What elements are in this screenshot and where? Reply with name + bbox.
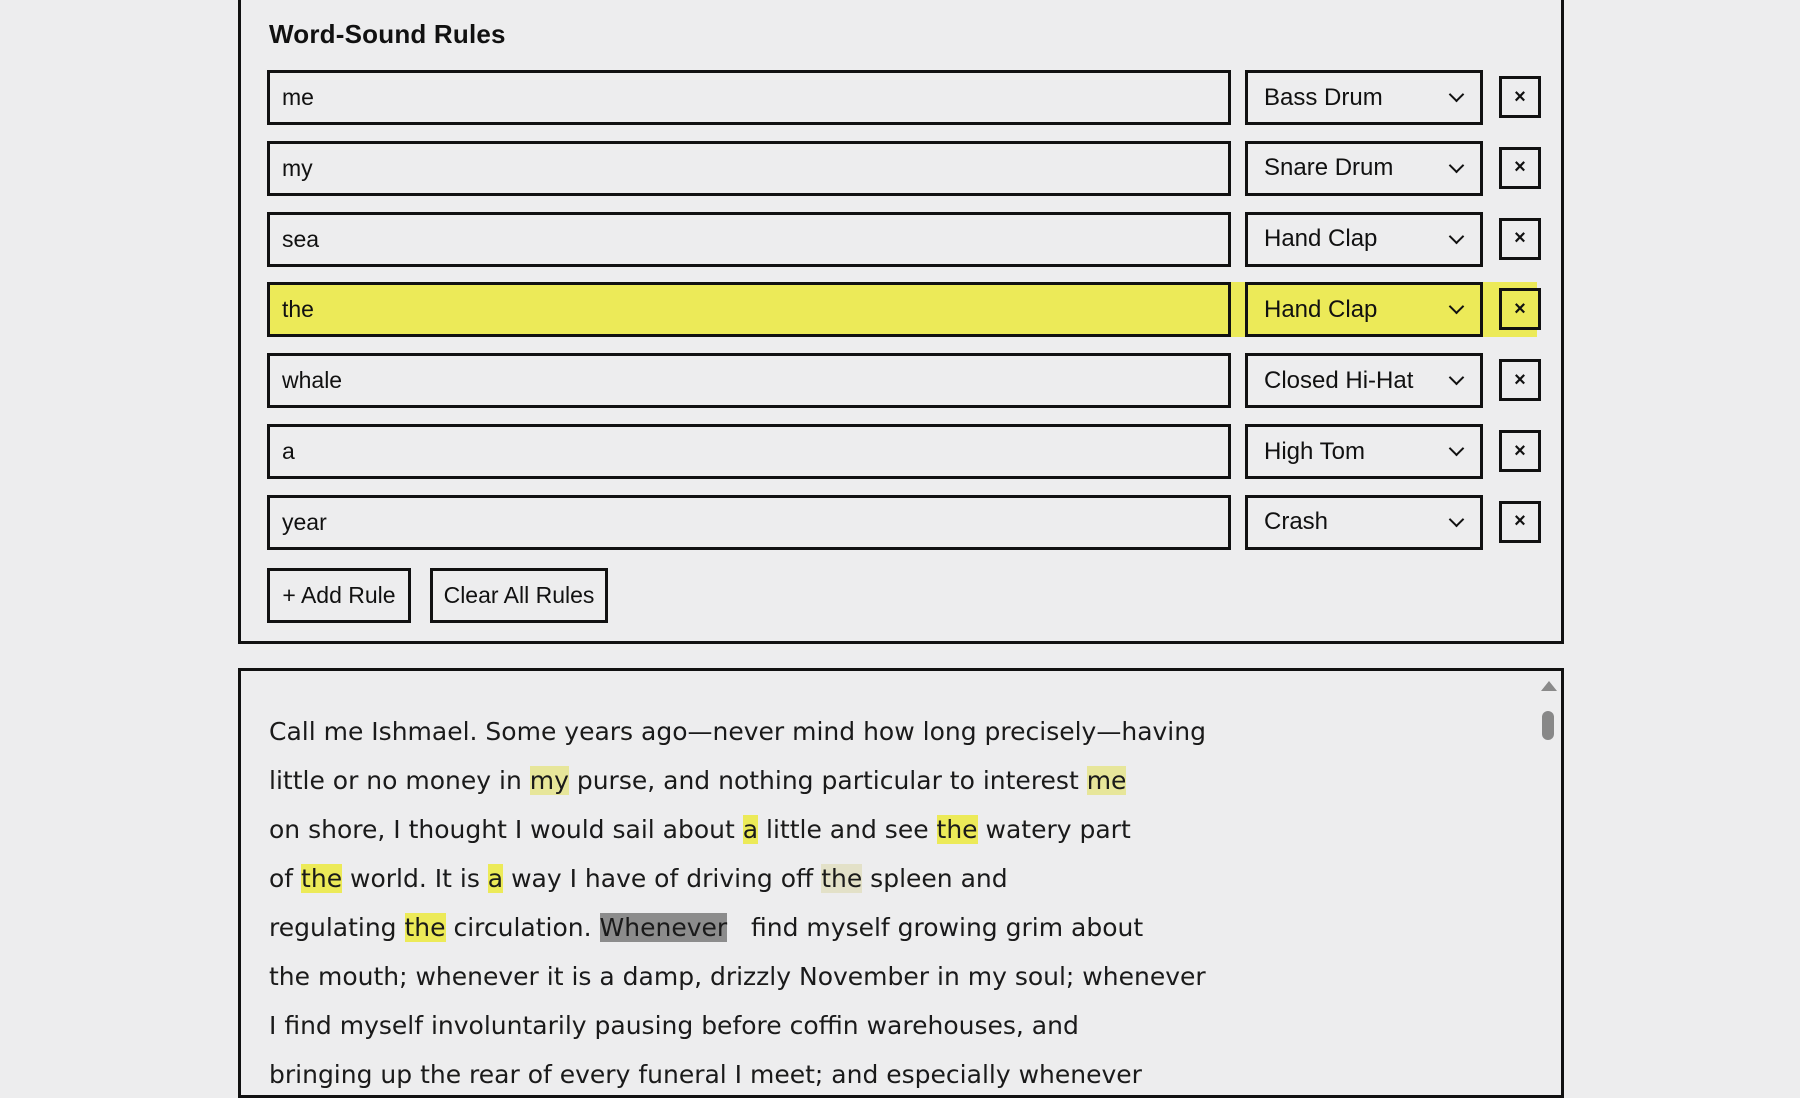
- rule-sound-select[interactable]: [1245, 282, 1483, 337]
- current-word: Whenever: [599, 913, 728, 942]
- scrollbar[interactable]: [1539, 675, 1557, 1095]
- remove-rule-button[interactable]: [1499, 501, 1541, 543]
- rule-word-input[interactable]: [267, 70, 1231, 125]
- text-segment: I find myself involuntarily pausing before coffin warehouses, and: [269, 1011, 1079, 1040]
- close-icon: ×: [1514, 368, 1526, 391]
- chevron-down-icon: [1449, 158, 1465, 174]
- close-icon: ×: [1514, 227, 1526, 250]
- passage-line: [269, 952, 1369, 1001]
- rule-word-input[interactable]: [267, 212, 1231, 267]
- close-icon: ×: [1514, 439, 1526, 462]
- chevron-down-icon: [1449, 228, 1465, 244]
- rule-sound-select[interactable]: [1245, 353, 1483, 408]
- rule-row: [267, 282, 1537, 337]
- text-segment: purse, and nothing particular to interest: [568, 766, 1087, 795]
- highlighted-word: the: [404, 913, 446, 942]
- rules-title: Word-Sound Rules: [269, 19, 506, 49]
- passage-line: [269, 1050, 1369, 1098]
- chevron-down-icon: [1449, 370, 1465, 386]
- text-segment: way I have of driving off: [503, 864, 822, 893]
- rule-sound-select[interactable]: [1245, 424, 1483, 479]
- text-segment: little and see: [758, 815, 937, 844]
- chevron-down-icon: [1449, 87, 1465, 103]
- chevron-down-icon: [1449, 441, 1465, 457]
- highlighted-word: a: [487, 864, 504, 893]
- passage-line: [269, 1001, 1369, 1050]
- highlighted-word: the: [301, 864, 343, 893]
- close-icon: ×: [1514, 156, 1526, 179]
- rule-sound-label: Crash: [1264, 508, 1329, 536]
- rule-sound-label: Snare Drum: [1264, 154, 1394, 182]
- chevron-down-icon: [1449, 299, 1465, 315]
- text-segment: bringing up the rear of every funeral I meet; and especially whenever: [269, 1060, 1142, 1089]
- rule-word-input[interactable]: [267, 141, 1231, 196]
- rule-sound-select[interactable]: [1245, 70, 1483, 125]
- scroll-thumb[interactable]: [1542, 711, 1554, 740]
- rule-sound-select[interactable]: [1245, 141, 1483, 196]
- rule-sound-select[interactable]: [1245, 212, 1483, 267]
- scroll-up-arrow-icon[interactable]: [1541, 681, 1557, 691]
- rule-sound-label: Closed Hi-Hat: [1264, 366, 1414, 394]
- close-icon: ×: [1514, 510, 1526, 533]
- passage-line: [269, 756, 1369, 805]
- rule-row: [267, 353, 1537, 408]
- text-segment: watery part: [977, 815, 1131, 844]
- text-segment: spleen and: [862, 864, 1008, 893]
- text-display-panel[interactable]: [238, 668, 1564, 1098]
- remove-rule-button[interactable]: [1499, 76, 1541, 118]
- rule-word-input[interactable]: [267, 282, 1231, 337]
- highlighted-word: my: [529, 766, 569, 795]
- passage-line: [269, 707, 1369, 756]
- text-segment: Call me Ishmael. Some years ago—never mind how long precisely—having: [269, 717, 1206, 746]
- chevron-down-icon: [1449, 512, 1465, 528]
- text-segment: circulation.: [445, 913, 600, 942]
- highlighted-word: the: [821, 864, 863, 893]
- text-segment: world. It is: [342, 864, 488, 893]
- text-segment: of: [269, 864, 302, 893]
- rule-row: [267, 141, 1537, 196]
- rule-sound-label: Hand Clap: [1264, 225, 1378, 253]
- word-sound-rules-panel: [238, 0, 1564, 644]
- highlighted-word: a: [742, 815, 759, 844]
- rule-sound-label: Hand Clap: [1264, 295, 1378, 323]
- text-segment: find myself growing grim about: [727, 913, 1144, 942]
- rule-sound-label: Bass Drum: [1264, 83, 1383, 111]
- rule-word-input[interactable]: [267, 424, 1231, 479]
- highlighted-word: the: [936, 815, 978, 844]
- clear-all-rules-button[interactable]: Clear All Rules: [430, 568, 608, 623]
- remove-rule-button[interactable]: [1499, 288, 1541, 330]
- passage-line: [269, 805, 1369, 854]
- passage-line: [269, 903, 1369, 952]
- passage-line: [269, 854, 1369, 903]
- remove-rule-button[interactable]: [1499, 359, 1541, 401]
- rule-sound-select[interactable]: [1245, 495, 1483, 550]
- rule-row: [267, 495, 1537, 550]
- close-icon: ×: [1514, 297, 1526, 320]
- passage-text: [269, 707, 1369, 1098]
- text-segment: on shore, I thought I would sail about: [269, 815, 743, 844]
- rule-row: [267, 424, 1537, 479]
- rule-word-input[interactable]: [267, 353, 1231, 408]
- rule-row: [267, 212, 1537, 267]
- add-rule-button[interactable]: + Add Rule: [267, 568, 411, 623]
- remove-rule-button[interactable]: [1499, 218, 1541, 260]
- rule-row: [267, 70, 1537, 125]
- remove-rule-button[interactable]: [1499, 147, 1541, 189]
- rule-sound-label: High Tom: [1264, 437, 1365, 465]
- close-icon: ×: [1514, 85, 1526, 108]
- text-segment: little or no money in: [269, 766, 530, 795]
- text-segment: the mouth; whenever it is a damp, drizzly November in my soul; whenever: [269, 962, 1206, 991]
- highlighted-word: me: [1086, 766, 1127, 795]
- rule-word-input[interactable]: [267, 495, 1231, 550]
- text-segment: regulating: [269, 913, 405, 942]
- remove-rule-button[interactable]: [1499, 430, 1541, 472]
